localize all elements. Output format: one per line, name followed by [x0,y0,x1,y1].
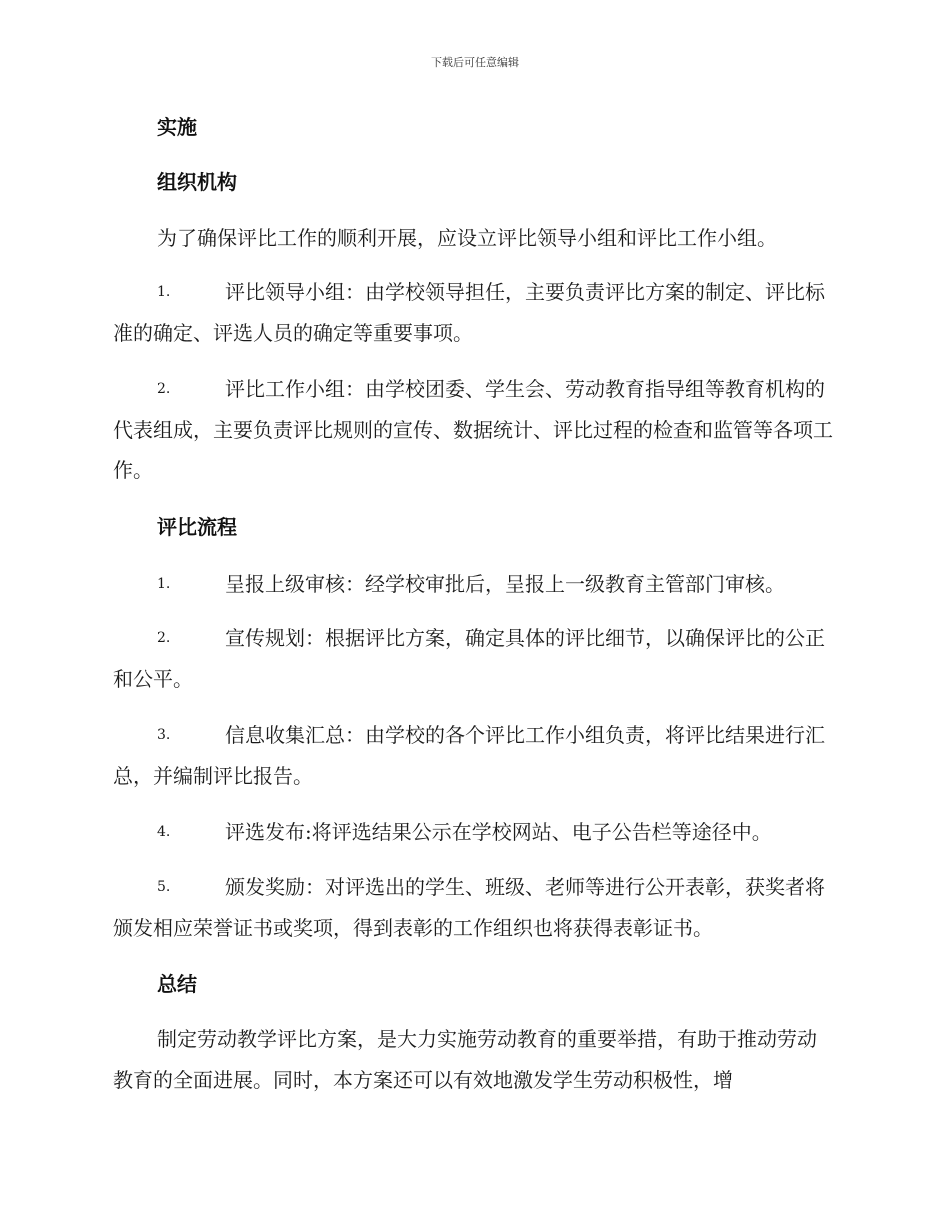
org-item-number: 1. [157,284,171,300]
org-item-text: 评比领导小组：由学校领导担任，主要负责评比方案的制定、评比标准的确定、评选人员的确定等重要事项。 [113,280,825,345]
process-item-number: 1. [157,576,171,592]
heading-implement: 实施 [157,115,197,139]
heading-process: 评比流程 [157,515,237,539]
process-item-number: 5. [157,879,171,895]
process-item-text: 颁发奖励：对评选出的学生、班级、老师等进行公开表彰，获奖者将颁发相应荣誉证书或奖项，得到表彰的工作组织也将获得表彰证书。 [113,875,825,940]
process-item-text: 呈报上级审核：经学校审批后，呈报上一级教育主管部门审核。 [225,572,785,596]
process-item-number: 2. [157,630,171,646]
org-item-text: 评比工作小组：由学校团委、学生会、劳动教育指导组等教育机构的代表组成，主要负责评比规则的宣传、数据统计、评比过程的检查和监管等各项工作。 [113,377,833,482]
process-item-text: 评选发布:将评选结果公示在学校网站、电子公告栏等途径中。 [225,820,772,844]
heading-summary: 总结 [157,972,197,996]
process-item-text: 宣传规划：根据评比方案，确定具体的评比细节，以确保评比的公正和公平。 [113,626,825,691]
heading-organization: 组织机构 [157,170,237,194]
summary-paragraph: 制定劳动教学评比方案，是大力实施劳动教育的重要举措，有助于推动劳动教育的全面进展。同时，本方案还可以有效地激发学生劳动积极性，增 [113,1027,817,1092]
page-header: 下载后可任意编辑 [431,56,519,69]
org-intro-paragraph: 为了确保评比工作的顺利开展，应设立评比领导小组和评比工作小组。 [157,226,777,250]
process-item-number: 3. [157,727,171,743]
process-item-number: 4. [157,824,171,840]
process-item-text: 信息收集汇总：由学校的各个评比工作小组负责，将评比结果进行汇总，并编制评比报告。 [113,723,825,788]
org-item-number: 2. [157,381,171,397]
